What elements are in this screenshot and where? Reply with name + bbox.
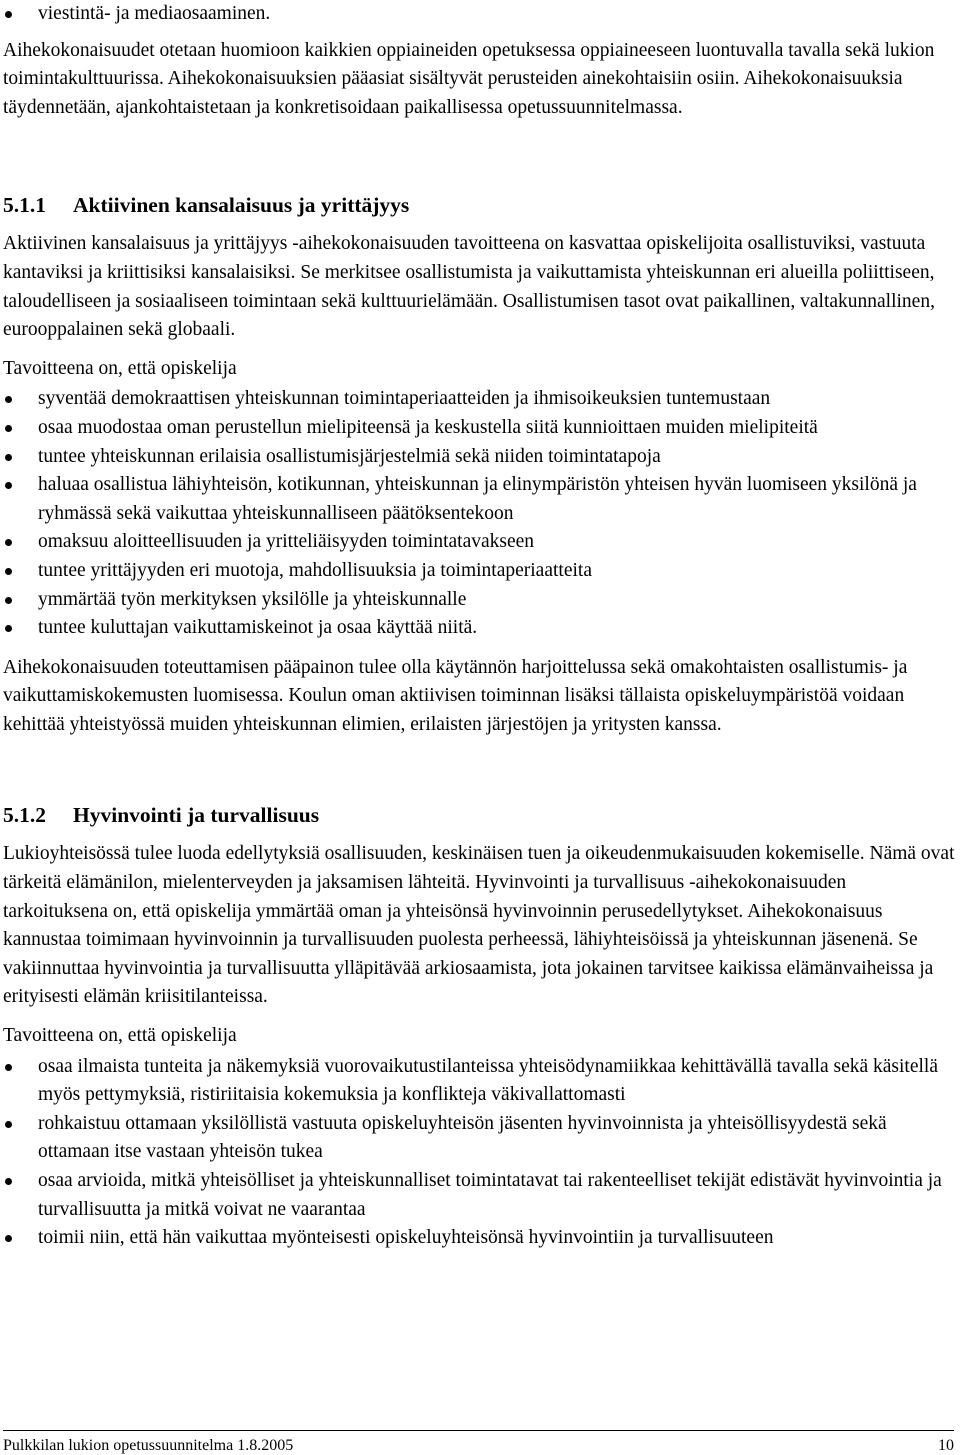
list-item: osaa muodostaa oman perustellun mielipiteensä ja keskustella siitä kunnioittaen muiden mielipiteitä (3, 414, 955, 443)
section-title: Aktiivinen kansalaisuus ja yrittäjyys (73, 193, 410, 218)
section-number: 5.1.2 (3, 803, 46, 828)
section-title: Hyvinvointi ja turvallisuus (73, 803, 320, 828)
list-item: rohkaistuu ottamaan yksilöllistä vastuuta opiskeluyhteisön jäsenten hyvinvoinnista ja yhteisöllisyydestä sekä ottamaan itse vastaan yhteisön tukea (3, 1110, 955, 1167)
list-item: tuntee kuluttajan vaikuttamiskeinot ja osaa käyttää niitä. (3, 614, 955, 643)
list-item: tuntee yhteiskunnan erilaisia osallistumisjärjestelmiä sekä niiden toimintatapoja (3, 443, 955, 472)
list-item: omaksuu aloitteellisuuden ja yritteliäisyyden toimintatavakseen (3, 528, 955, 557)
goals-intro: Tavoitteena on, että opiskelija (3, 357, 237, 379)
goals-list (3, 385, 955, 642)
list-item: haluaa osallistua lähiyhteisön, kotikunnan, yhteiskunnan ja elinympäristön yhteisen hyvän luomiseen yksilönä ja ryhmässä sekä vaikuttaa yhteiskunnalliseen päätöksentekoon (3, 471, 955, 528)
list-item: osaa ilmaista tunteita ja näkemyksiä vuorovaikutustilanteissa yhteisödynamiikkaa kehittävällä tavalla sekä käsitellä myös pettymyksiä, ristiriitaisia kokemuksia ja konflikteja väkivallattomasti (3, 1053, 955, 1110)
page-footer (3, 1430, 954, 1455)
footer-title: Pulkkilan lukion opetussuunnitelma 1.8.2005 (3, 1437, 294, 1454)
intro-paragraph: Aihekokonaisuudet otetaan huomioon kaikkien oppiaineiden opetuksessa oppiaineeseen luontuvalla tavalla sekä lukion toimintakulttuurissa. Aihekokonaisuuksien pääasiat sisältyvät perusteiden ainekohtaisiin osiin. Aihekokonaisuuksia täydennetään, ajankohtaistetaan ja konkretisoidaan paikallisessa opetussuunnitelmassa. (3, 39, 935, 118)
section-number: 5.1.1 (3, 193, 46, 218)
section-paragraph: Aktiivinen kansalaisuus ja yrittäjyys -aihekokonaisuuden tavoitteena on kasvattaa opiskelijoita osallistuviksi, vastuuta kantaviksi ja kriittisiksi kansalaisiksi. Se merkitsee osallistumista ja vaikuttamista yhteiskunnan eri alueilla poliittiseen, taloudelliseen ja sosiaaliseen toimintaan sekä kulttuurielämään. Osallistumisen tasot ovat paikallinen, valtakunnallinen, eurooppalainen sekä globaali. (3, 233, 935, 341)
list-item: syventää demokraattisen yhteiskunnan toimintaperiaatteiden ja ihmisoikeuksien tuntemustaan (3, 385, 955, 414)
goals-list (3, 1053, 955, 1253)
list-item: ymmärtää työn merkityksen yksilölle ja yhteiskunnalle (3, 586, 955, 615)
list-item: viestintä- ja mediaosaaminen. (3, 0, 955, 29)
section-heading (3, 801, 955, 829)
page-number: 10 (938, 1437, 954, 1454)
top-bullet-list (3, 0, 955, 29)
document-page (3, 0, 955, 1253)
list-item: toimii niin, että hän vaikuttaa myönteisesti opiskeluyhteisönsä hyvinvointiin ja turvallisuuteen (3, 1224, 955, 1253)
closing-paragraph: Aihekokonaisuuden toteuttamisen pääpainon tulee olla käytännön harjoittelussa sekä omakohtaisten osallistumis- ja vaikuttamiskokemusten luomisessa. Koulun oman aktiivisen toiminnan lisäksi tällaista opiskeluympäristöä voidaan kehittää yhteistyössä muiden yhteiskunnan elimien, erilaisten järjestöjen ja yritysten kanssa. (3, 656, 908, 735)
section-heading (3, 191, 955, 219)
list-item: osaa arvioida, mitkä yhteisölliset ja yhteiskunnalliset toimintatavat tai rakenteelliset tekijät edistävät hyvinvointia ja turvallisuutta ja mitkä voivat ne vaarantaa (3, 1167, 955, 1224)
goals-intro: Tavoitteena on, että opiskelija (3, 1025, 237, 1047)
section-paragraph: Lukioyhteisössä tulee luoda edellytyksiä osallisuuden, keskinäisen tuen ja oikeudenmukaisuuden kokemiselle. Nämä ovat tärkeitä elämänilon, mielenterveyden ja jaksamisen lähteitä. Hyvinvointi ja turvallisuus -aihekokonaisuuden tarkoituksena on, että opiskelija ymmärtää oman ja yhteisönsä hyvinvoinnin perusedellytykset. Aihekokonaisuus kannustaa toimimaan hyvinvoinnin ja turvallisuuden puolesta perheessä, lähiyhteisöissä ja yhteiskunnan jäsenenä. Se vakiinnuttaa hyvinvointia ja turvallisuutta ylläpitävää arkiosaamista, jota jokainen tarvitsee kaikissa elämänvaiheissa ja erityisesti elämän kriisitilanteissa. (3, 843, 955, 1008)
list-item: tuntee yrittäjyyden eri muotoja, mahdollisuuksia ja toimintaperiaatteita (3, 557, 955, 586)
